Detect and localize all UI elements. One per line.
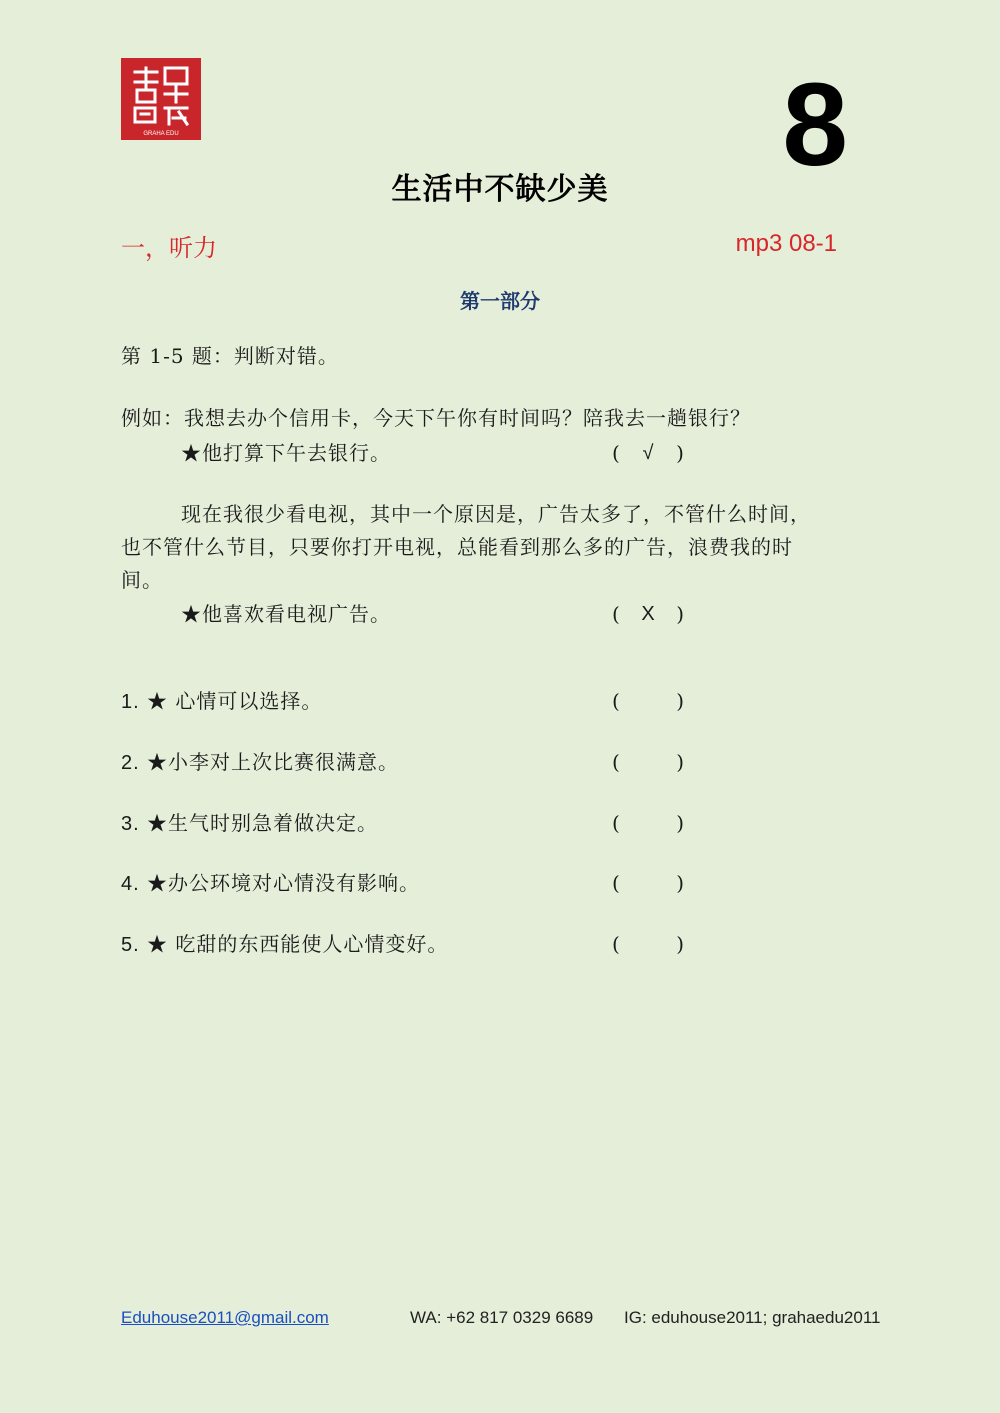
question-text: ★办公环境对心情没有影响。: [147, 871, 421, 895]
page-title: 生活中不缺少美: [391, 172, 609, 207]
question-number: 5.: [121, 934, 140, 956]
question-text: ★ 吃甜的东西能使人心情变好。: [147, 932, 449, 956]
paren-open: (: [612, 602, 620, 626]
question-4: [121, 867, 420, 901]
footer-whatsapp: WA: +62 817 0329 6689: [410, 1308, 594, 1327]
question-1-answer-box[interactable]: [612, 685, 684, 718]
question-1: [121, 685, 322, 719]
instruction: 第 1-5 题：判断对错。: [121, 344, 339, 368]
example-2-answer-box: [612, 598, 684, 631]
footer-instagram: IG: eduhouse2011; grahaedu2011: [624, 1308, 881, 1327]
part-heading: 第一部分: [460, 289, 540, 313]
example-2-statement: ★他喜欢看电视广告。: [181, 602, 391, 626]
paren-open: (: [612, 932, 620, 956]
question-text: ★ 心情可以选择。: [147, 689, 323, 713]
question-2-answer-box[interactable]: [612, 746, 684, 779]
question-text: ★生气时别急着做决定。: [147, 811, 379, 835]
question-3-answer-box[interactable]: [612, 807, 684, 840]
example-1-answer-box: [612, 437, 684, 470]
section-heading: 一，听力: [121, 234, 217, 262]
paren-close: ): [676, 602, 684, 626]
paren-close: ): [676, 750, 684, 774]
question-3: [121, 807, 378, 841]
question-text: ★小李对上次比赛很满意。: [147, 750, 400, 774]
paren-close: ): [676, 932, 684, 956]
footer-email-link[interactable]: Eduhouse2011@gmail.com: [121, 1308, 329, 1327]
question-number: 3.: [121, 813, 140, 835]
paren-open: (: [612, 871, 620, 895]
paren-open: (: [612, 750, 620, 774]
example-1-answer: √: [642, 442, 654, 464]
audio-track-label: mp3 08-1: [735, 230, 837, 257]
question-4-answer-box[interactable]: [612, 867, 684, 900]
question-number: 4.: [121, 873, 140, 895]
paren-close: ): [676, 811, 684, 835]
footer-email[interactable]: [121, 1308, 329, 1328]
question-5-answer-box[interactable]: [612, 928, 684, 961]
paren-close: ): [676, 689, 684, 713]
paren-open: (: [612, 441, 620, 465]
lesson-number: 8: [782, 59, 848, 191]
paren-open: (: [612, 811, 620, 835]
example-1-statement: ★他打算下午去银行。: [181, 441, 391, 465]
question-number: 2.: [121, 752, 140, 774]
example-2-text-line-1: 现在我很少看电视，其中一个原因是，广告太多了，不管什么时间，: [181, 502, 811, 526]
paren-close: ): [676, 871, 684, 895]
question-2: [121, 746, 399, 780]
graha-edu-logo: [121, 58, 201, 140]
question-5: [121, 928, 448, 962]
logo-caption: GRAHA EDU: [143, 131, 179, 137]
paren-open: (: [612, 689, 620, 713]
paren-close: ): [676, 441, 684, 465]
example-1-text: 例如：我想去办个信用卡，今天下午你有时间吗？陪我去一趟银行？: [121, 406, 751, 430]
example-2-text-line-2: 也不管什么节目，只要你打开电视，总能看到那么多的广告，浪费我的时: [121, 535, 793, 559]
question-number: 1.: [121, 691, 140, 713]
example-2-answer: X: [641, 603, 655, 625]
example-2-text-line-3: 间。: [121, 568, 163, 592]
